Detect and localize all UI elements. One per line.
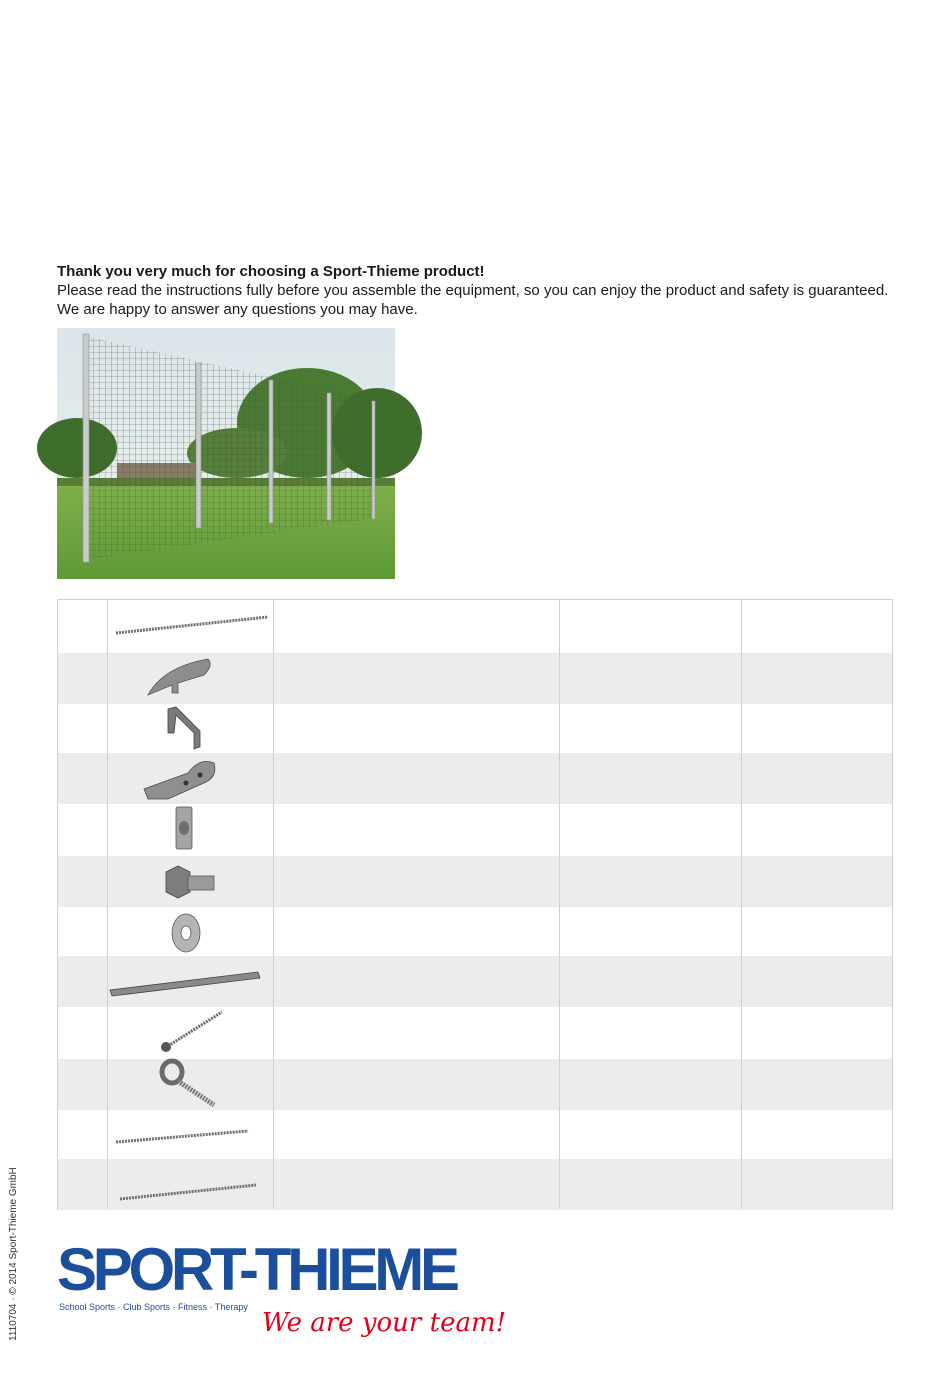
threaded-rod-icon bbox=[108, 1109, 273, 1160]
logo-tagline: School Sports · Club Sports · Fitness · Therapy bbox=[59, 1302, 248, 1312]
copyright-text: 1110704 · © 2014 Sport-Thieme GmbH bbox=[8, 1167, 19, 1341]
parts-table bbox=[57, 599, 893, 1210]
table-row bbox=[58, 856, 892, 907]
table-row bbox=[58, 703, 892, 754]
logo-slogan: We are your team! bbox=[262, 1308, 507, 1338]
hex-bolt-icon bbox=[108, 856, 273, 907]
intro-line-2: We are happy to answer any questions you may have. bbox=[57, 301, 418, 318]
table-row bbox=[58, 600, 892, 651]
washer-icon bbox=[108, 906, 273, 957]
mounting-plate-icon bbox=[108, 753, 273, 804]
table-row bbox=[58, 1159, 892, 1210]
square-bar-icon bbox=[108, 956, 273, 1007]
table-row bbox=[58, 1109, 892, 1160]
eye-bolt-icon bbox=[108, 1059, 273, 1110]
table-row bbox=[58, 956, 892, 1007]
table-row bbox=[58, 803, 892, 854]
intro-line-1: Please read the instructions fully before you assemble the equipment, so you can enjoy the product and safety is guaranteed. bbox=[57, 282, 889, 299]
end-cap-icon bbox=[108, 653, 273, 704]
screw-icon bbox=[108, 1006, 273, 1057]
sport-thieme-logo bbox=[57, 1236, 507, 1338]
table-row bbox=[58, 653, 892, 704]
table-row bbox=[58, 753, 892, 804]
table-row bbox=[58, 1006, 892, 1057]
slot-nut-icon bbox=[108, 803, 273, 854]
threaded-rod-icon bbox=[108, 1159, 273, 1210]
table-row bbox=[58, 1059, 892, 1110]
table-row bbox=[58, 906, 892, 957]
logo-wordmark: SPORT-THIEME bbox=[57, 1236, 457, 1303]
threaded-rod-icon bbox=[108, 600, 273, 651]
product-photo bbox=[57, 328, 395, 579]
intro-text bbox=[57, 262, 917, 319]
intro-lead: Thank you very much for choosing a Sport-Thieme product! bbox=[57, 263, 485, 280]
hook-bracket-icon bbox=[108, 703, 273, 754]
